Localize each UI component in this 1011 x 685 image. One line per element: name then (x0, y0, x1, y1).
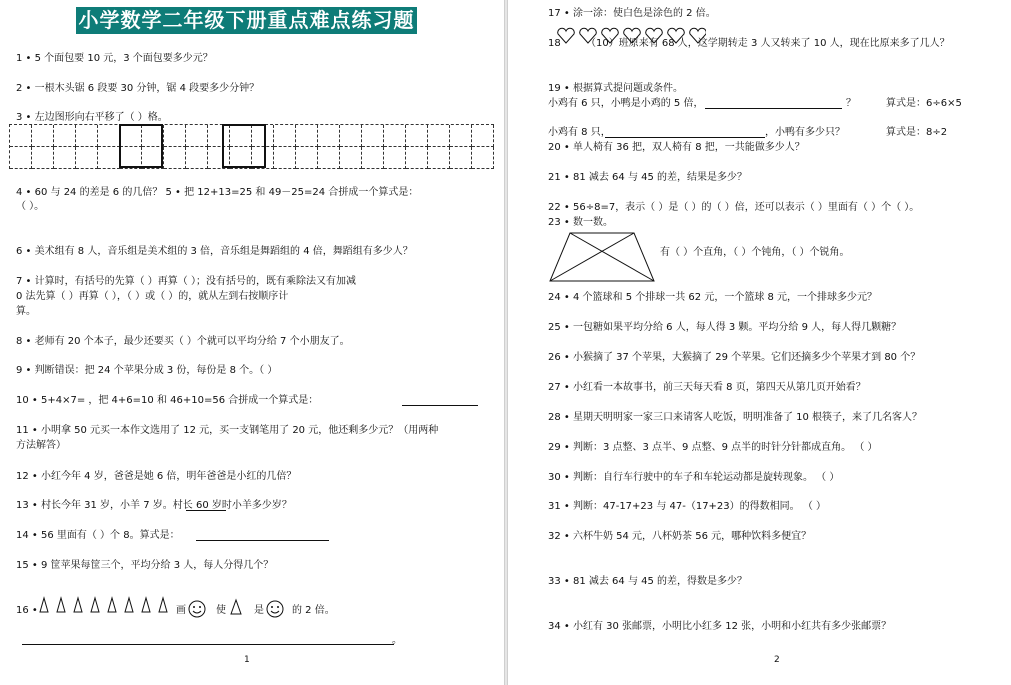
grid-cell (54, 147, 76, 169)
question-16-label: 16 • (16, 605, 38, 616)
grid-cell (54, 125, 76, 147)
grid-cell (164, 125, 186, 147)
triangle-icon (108, 598, 116, 612)
question-25: 25 • 一包糖如果平均分给 6 人，每人得 3 颗。平均分给 9 人，每人得几颗糖？ (548, 322, 902, 333)
grid-cell (450, 125, 472, 147)
q16-draw-text: 画 (176, 605, 186, 616)
q16-make-text: 使 (216, 605, 226, 616)
original-square (119, 124, 163, 168)
page-number: 1 (244, 655, 250, 665)
question-18-number: 18 (548, 38, 561, 49)
q16-suffix: 的 2 倍。 (292, 605, 335, 616)
triangle-icon (142, 598, 150, 612)
grid-cell (428, 125, 450, 147)
grid-cell (318, 147, 340, 169)
grid-cell (450, 147, 472, 169)
question-7-line-1: 7 • 计算时，有括号的先算（ ）再算（ ）；没有括号的，既有乘除法又有加减 (16, 276, 356, 287)
question-3: 3 • 左边图形向右平移了（ ）格。 (16, 112, 168, 123)
question-19: 19 • 根据算式提问题或条件。 (548, 83, 683, 94)
grid-cell (296, 147, 318, 169)
question-19b-formula: 算式是：8÷2 (886, 127, 948, 138)
question-17: 17 • 涂一涂：使白色是涂色的 2 倍。 (548, 8, 716, 19)
grid-cell (384, 125, 406, 147)
question-2: 2 • 一根木头锯 6 段要 30 分钟，锯 4 段要多少分钟？ (16, 83, 260, 94)
question-27: 27 • 小红看一本故事书，前三天每天看 8 页，第四天从第几页开始看？ (548, 382, 866, 393)
grid-cell (362, 147, 384, 169)
grid-cell (274, 125, 296, 147)
grid-cell (340, 125, 362, 147)
grid-cell (186, 125, 208, 147)
question-13-answer-line (186, 500, 226, 511)
question-20: 20 • 单人椅有 36 把，双人椅有 8 把，一共能做多少人？ (548, 142, 805, 153)
question-12: 12 • 小红今年 4 岁，爸爸是她 6 倍，明年爸爸是小红的几倍？ (16, 471, 297, 482)
grid-cell (10, 147, 32, 169)
grid-cell (472, 147, 494, 169)
question-32: 32 • 六杯牛奶 54 元，八杯奶茶 56 元，哪种饮料多便宜？ (548, 531, 812, 542)
grid-cell (340, 147, 362, 169)
triangle-icon (125, 598, 133, 612)
page-1 (0, 0, 504, 685)
grid-cell (98, 125, 120, 147)
q16-is-text: 是 (254, 605, 264, 616)
question-5-answer: （ ）。 (16, 201, 45, 212)
grid-cell (362, 125, 384, 147)
triangle-icon (159, 598, 167, 612)
question-34: 34 • 小红有 30 张邮票，小明比小红多 12 张，小明和小红共有多少张邮票？ (548, 621, 892, 632)
triangle-icon (74, 598, 82, 612)
grid-cell (318, 125, 340, 147)
question-19b: 小鸡有 8 只， (548, 127, 611, 138)
triangle-row (38, 596, 178, 617)
question-23: 23 • 数一数。 (548, 217, 613, 228)
grid-cell (384, 147, 406, 169)
smiley-icon (187, 599, 207, 622)
question-19a-formula: 算式是：6÷6×5 (886, 98, 962, 109)
grid-cell (10, 125, 32, 147)
question-19a-answer-line (705, 98, 842, 109)
question-1: 1 • 5 个面包要 10 元，3 个面包要多少元？ (16, 53, 213, 64)
question-29: 29 • 判断：3 点整、3 点半、9 点整、9 点半的时针分针都成直角。 （ ） (548, 442, 878, 453)
grid-cell (406, 125, 428, 147)
question-19a-mark: ？ (846, 98, 856, 109)
question-23-answer: 有（ ）个直角，（ ）个钝角，（ ）个锐角。 (660, 247, 850, 258)
question-13: 13 • 村长今年 31 岁，小羊 7 岁。村长 60 岁时小羊多少岁？ (16, 500, 292, 511)
question-4-5: 4 • 60 与 24 的差是 6 的几倍？ 5 • 把 12+13=25 和 49－25=24 合拼成一个算式是： (16, 187, 419, 198)
grid-cell (274, 147, 296, 169)
question-19b-tail: ，小鸭有多少只？ (765, 127, 845, 138)
question-19a: 小鸡有 6 只，小鸭是小鸡的 5 倍， (548, 98, 704, 109)
triangle-icon (40, 598, 48, 612)
question-10-answer-line (402, 395, 478, 406)
question-11-line-2: 方法解答） (16, 440, 66, 451)
grid-cell (32, 125, 54, 147)
question-26: 26 • 小猴摘了 37 个苹果，大猴摘了 29 个苹果。它们还摘多少个苹果才到 80 个？ (548, 352, 921, 363)
triangle-icons (38, 596, 178, 614)
question-21: 21 • 81 减去 64 与 45 的差，结果是多少？ (548, 172, 748, 183)
grid-cell (406, 147, 428, 169)
question-7-line-3: 算。 (16, 306, 36, 317)
triangle-icon (91, 598, 99, 612)
question-8: 8 • 老师有 20 个本子，最少还要买（ ）个就可以平均分给 7 个小朋友了。 (16, 336, 350, 347)
grid-cell (428, 147, 450, 169)
question-30: 30 • 判断：自行车行驶中的车子和车轮运动都是旋转现象。 （ ） (548, 472, 840, 483)
grid-cell (164, 147, 186, 169)
question-33: 33 • 81 减去 64 与 45 的差，得数是多少？ (548, 576, 748, 587)
question-18: （10）班原来有 68 人，这学期转走 3 人又转来了 10 人，现在比原来多了几人？ (586, 38, 950, 49)
question-16-answer-line (22, 634, 394, 645)
question-10: 10 • 5+4×7= ，把 4+6=10 和 46+10=56 合拼成一个算式是： (16, 395, 319, 406)
triangle-icon (229, 598, 243, 619)
grid-cell (186, 147, 208, 169)
q16-end: 。 (392, 635, 402, 646)
question-11-line-1: 11 • 小明拿 50 元买一本作文选用了 12 元，买一支钢笔用了 20 元，他还剩多少元？（用两种 (16, 425, 439, 436)
question-28: 28 • 星期天明明家一家三口来请客人吃饭，明明准备了 10 根筷子，来了几名客人？ (548, 412, 923, 423)
question-15: 15 • 9 筐苹果每筐三个，平均分给 3 人，每人分得几个？ (16, 560, 274, 571)
question-31: 31 • 判断：47-17+23 与 47-（17+23）的得数相同。 （ ） (548, 501, 827, 512)
moved-square (222, 124, 266, 168)
grid-cell (296, 125, 318, 147)
triangle-icon (57, 598, 65, 612)
grid-cell (76, 147, 98, 169)
question-14-answer-line (196, 530, 329, 541)
question-6: 6 • 美术组有 8 人，音乐组是美术组的 3 倍，音乐组是舞蹈组的 4 倍，舞蹈组有多少人？ (16, 246, 413, 257)
grid-cell (472, 125, 494, 147)
question-7-line-2: 0 法先算（ ）再算（ ），（ ）或（ ）的，就从左到右按顺序计 (16, 291, 289, 302)
question-22: 22 • 56÷8=7，表示（ ）是（ ）的（ ）倍，还可以表示（ ）里面有（ ）个（ ）。 (548, 202, 920, 213)
question-19b-answer-line (605, 127, 765, 138)
question-24: 24 • 4 个篮球和 5 个排球一共 62 元，一个篮球 8 元，一个排球多少元？ (548, 292, 878, 303)
heart-icon (558, 28, 575, 43)
smiley-icon (265, 599, 285, 622)
question-9: 9 • 判断错误：把 24 个苹果分成 3 份，每份是 8 个。（ ） (16, 365, 278, 376)
worksheet-title: 小学数学二年级下册重点难点练习题 (76, 7, 417, 34)
trapezoid-figure (548, 231, 658, 286)
grid-cell (98, 147, 120, 169)
page-number: 2 (774, 655, 780, 665)
page-2 (508, 0, 1011, 685)
grid-cell (76, 125, 98, 147)
grid-cell (32, 147, 54, 169)
question-14: 14 • 56 里面有（ ）个 8。算式是： (16, 530, 180, 541)
